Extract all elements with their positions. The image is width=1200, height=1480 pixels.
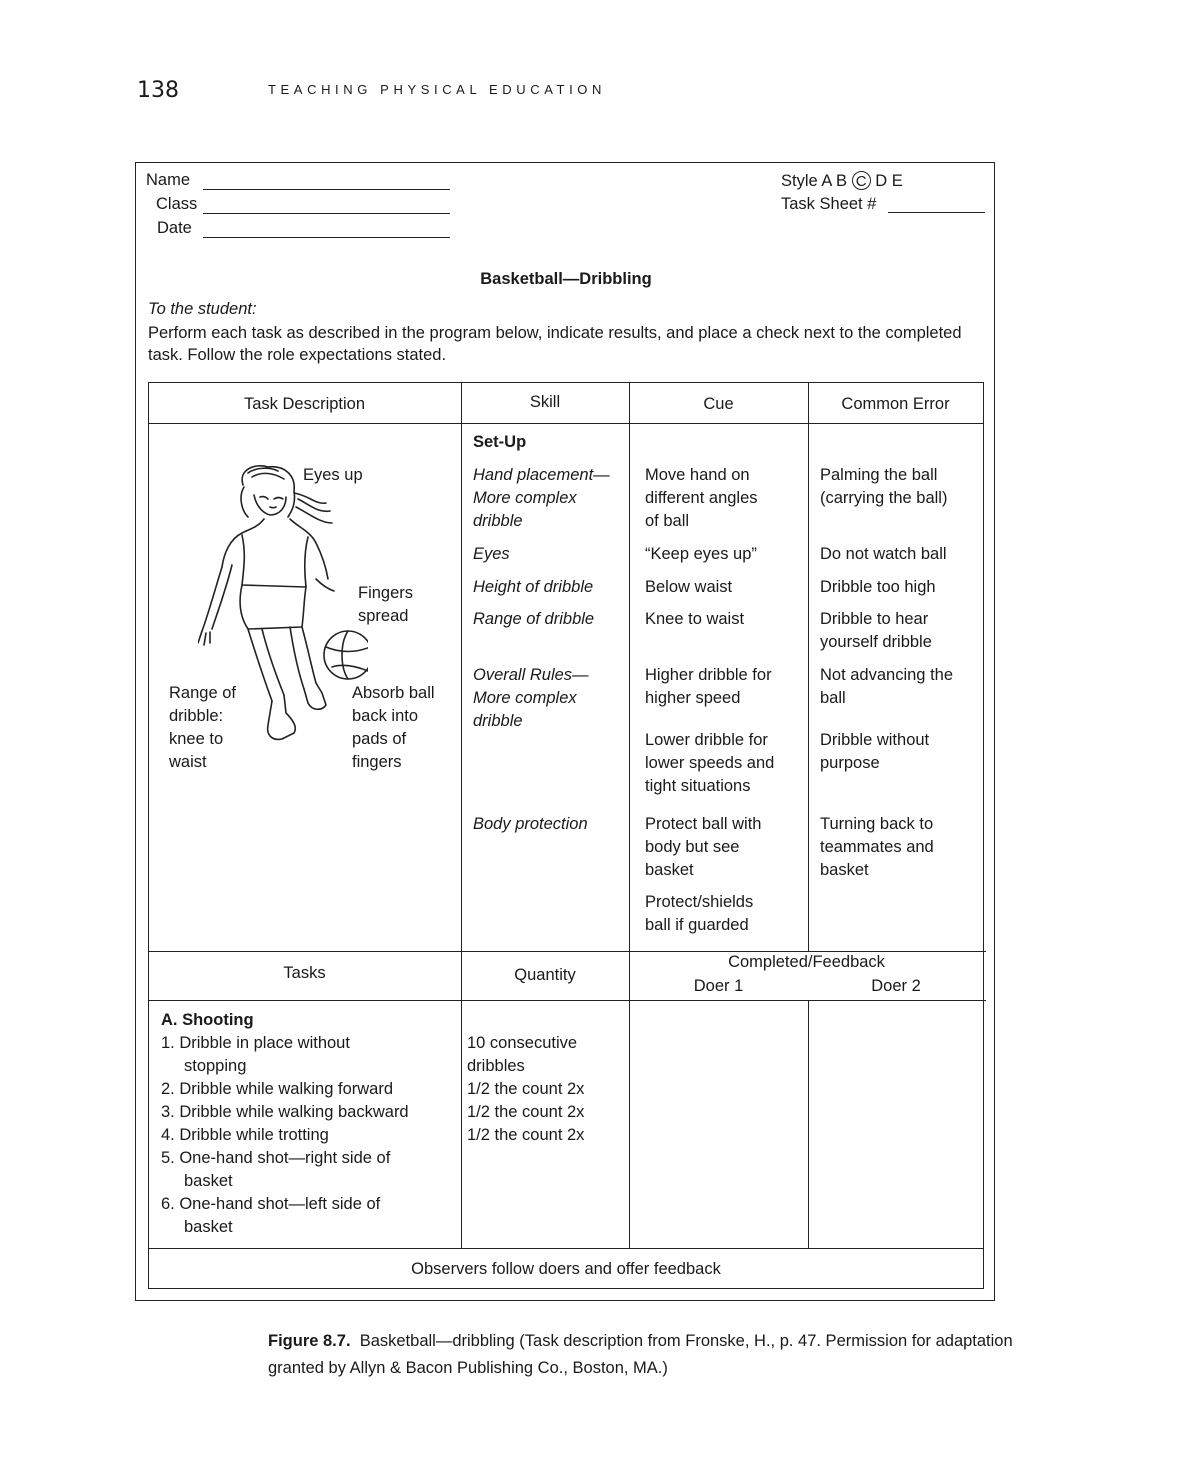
name-label: Name <box>146 171 191 189</box>
section-setup: Set-Up <box>473 433 527 451</box>
header-doer-2: Doer 2 <box>871 977 921 995</box>
cue-knee-to-waist: Knee to waist <box>645 610 745 628</box>
task-item: 4. Dribble while trotting <box>161 1126 329 1144</box>
cue-line: Move hand on <box>645 466 750 484</box>
cue-lower-dribble <box>645 729 774 798</box>
cue-line: Protect ball with <box>645 815 762 833</box>
header-completed-feedback: Completed/Feedback <box>728 953 885 971</box>
quantity-item: 1/2 the count 2x <box>467 1103 585 1121</box>
cue-line: higher speed <box>645 689 741 707</box>
error-do-not-watch: Do not watch ball <box>820 545 947 563</box>
date-field-line[interactable] <box>203 237 450 238</box>
error-line: Not advancing the <box>820 666 954 684</box>
skill-line: Hand placement— <box>473 466 610 484</box>
doer-2-feedback-cell[interactable] <box>809 1002 982 1247</box>
error-line: Dribble to hear <box>820 610 929 628</box>
skill-range-of-dribble: Range of dribble <box>473 610 595 628</box>
task-sheet-field-line[interactable] <box>888 212 985 213</box>
error-hear-dribble <box>820 608 932 654</box>
skill-height-of-dribble: Height of dribble <box>473 578 594 596</box>
label-line: Absorb ball <box>352 684 435 702</box>
error-line: ball <box>820 689 846 707</box>
task-item: 3. Dribble while walking backward <box>161 1103 409 1121</box>
page-number: 138 <box>137 78 179 103</box>
cue-higher-dribble <box>645 664 772 710</box>
cue-below-waist: Below waist <box>645 578 733 596</box>
header-skill: Skill <box>529 393 561 411</box>
task-item-continued: basket <box>184 1218 233 1236</box>
figure-caption <box>268 1328 1028 1382</box>
label-range-of-dribble <box>169 682 236 774</box>
skill-line: More complex <box>473 689 577 707</box>
table-rule <box>461 382 462 1248</box>
label-line: dribble: <box>169 707 224 725</box>
figure-caption-text: Basketball—dribbling (Task description from Fronske, H., p. 47. Permission for adaptation granted by Allyn & Bacon Publishing Co., Boston, MA.) <box>268 1332 1013 1377</box>
skill-hand-placement <box>473 464 610 533</box>
label-line: pads of <box>352 730 407 748</box>
cue-line: basket <box>645 861 694 879</box>
cue-line: of ball <box>645 512 690 530</box>
cue-line: body but see <box>645 838 740 856</box>
cue-protect-shields <box>645 891 753 937</box>
running-head: TEACHING PHYSICAL EDUCATION <box>268 82 607 97</box>
style-option-b: B <box>836 172 848 190</box>
error-line: yourself dribble <box>820 633 932 651</box>
label-line: back into <box>352 707 419 725</box>
header-common-error: Common Error <box>841 395 950 413</box>
header-cue: Cue <box>703 395 734 413</box>
observers-footer: Observers follow doers and offer feedback <box>411 1260 721 1278</box>
header-quantity: Quantity <box>514 966 576 984</box>
table-rule <box>148 1288 984 1289</box>
intro-label: To the student: <box>148 300 257 318</box>
header-task-description: Task Description <box>243 395 366 413</box>
quantity-list <box>467 1032 584 1147</box>
task-list <box>161 1032 409 1239</box>
style-option-c-circled: C <box>852 171 871 190</box>
label-eyes-up: Eyes up <box>303 466 363 484</box>
intro-text: Perform each task as described in the program below, indicate results, and place a check next to the completed task. Follow the role expectations stated. <box>148 324 962 364</box>
skill-line: Overall Rules— <box>473 666 589 684</box>
cue-line: lower speeds and <box>645 754 775 772</box>
table-rule <box>808 382 809 951</box>
quantity-item: dribbles <box>467 1057 525 1075</box>
style-label: Style A <box>781 172 832 190</box>
label-line: fingers <box>352 753 402 771</box>
quantity-item: 1/2 the count 2x <box>467 1080 585 1098</box>
table-rule <box>983 382 984 1289</box>
style-option-rest: D E <box>875 172 903 190</box>
label-line: Fingers <box>358 584 414 602</box>
style-selector <box>781 171 903 191</box>
label-absorb-ball <box>352 682 435 774</box>
skill-body-protection: Body protection <box>473 815 588 833</box>
error-palming <box>820 464 947 510</box>
cue-line: ball if guarded <box>645 916 749 934</box>
header-doer-1: Doer 1 <box>693 977 744 995</box>
section-shooting: A. Shooting <box>161 1011 254 1029</box>
error-not-advancing <box>820 664 953 710</box>
cue-line: Higher dribble for <box>645 666 772 684</box>
task-item: 1. Dribble in place without <box>161 1034 350 1052</box>
error-line: basket <box>820 861 869 879</box>
label-line: knee to <box>169 730 224 748</box>
skill-eyes: Eyes <box>473 545 510 563</box>
task-sheet-label: Task Sheet # <box>781 195 877 213</box>
label-fingers-spread <box>358 582 413 628</box>
task-item: 2. Dribble while walking forward <box>161 1080 394 1098</box>
header-tasks: Tasks <box>283 964 326 982</box>
cue-line: different angles <box>645 489 758 507</box>
figure-label: Figure 8.7. <box>268 1332 351 1350</box>
quantity-item: 10 consecutive <box>467 1034 578 1052</box>
skill-line: dribble <box>473 512 523 530</box>
task-item: 6. One-hand shot—left side of <box>161 1195 381 1213</box>
error-line: teammates and <box>820 838 934 856</box>
doer-1-feedback-cell[interactable] <box>630 1002 807 1247</box>
task-item-continued: stopping <box>184 1057 247 1075</box>
table-rule <box>148 423 984 424</box>
skill-line: dribble <box>473 712 523 730</box>
task-item-continued: basket <box>184 1172 233 1190</box>
cue-keep-eyes-up: “Keep eyes up” <box>645 545 757 563</box>
error-turning-back <box>820 813 934 882</box>
label-line: Range of <box>169 684 236 702</box>
cue-protect-ball <box>645 813 761 882</box>
error-without-purpose <box>820 729 929 775</box>
cue-line: tight situations <box>645 777 751 795</box>
cue-line: Lower dribble for <box>645 731 768 749</box>
error-line: (carrying the ball) <box>820 489 948 507</box>
label-line: spread <box>358 607 409 625</box>
table-rule <box>148 1000 986 1001</box>
skill-line: More complex <box>473 489 577 507</box>
class-field-line[interactable] <box>203 213 450 214</box>
table-rule <box>148 382 149 1289</box>
class-label: Class <box>156 195 198 213</box>
table-rule <box>148 382 984 383</box>
name-field-line[interactable] <box>203 189 450 190</box>
quantity-item: 1/2 the count 2x <box>467 1126 585 1144</box>
error-line: Turning back to <box>820 815 934 833</box>
cue-move-hand <box>645 464 758 533</box>
error-line: Palming the ball <box>820 466 938 484</box>
cue-line: Protect/shields <box>645 893 754 911</box>
task-item: 5. One-hand shot—right side of <box>161 1149 391 1167</box>
skill-overall-rules <box>473 664 589 733</box>
error-too-high: Dribble too high <box>820 578 936 596</box>
task-table <box>148 382 984 1290</box>
date-label: Date <box>157 219 192 237</box>
error-line: purpose <box>820 754 880 772</box>
error-line: Dribble without <box>820 731 930 749</box>
label-line: waist <box>169 753 207 771</box>
sheet-title: Basketball—Dribbling <box>480 270 652 288</box>
table-rule <box>148 1248 984 1249</box>
